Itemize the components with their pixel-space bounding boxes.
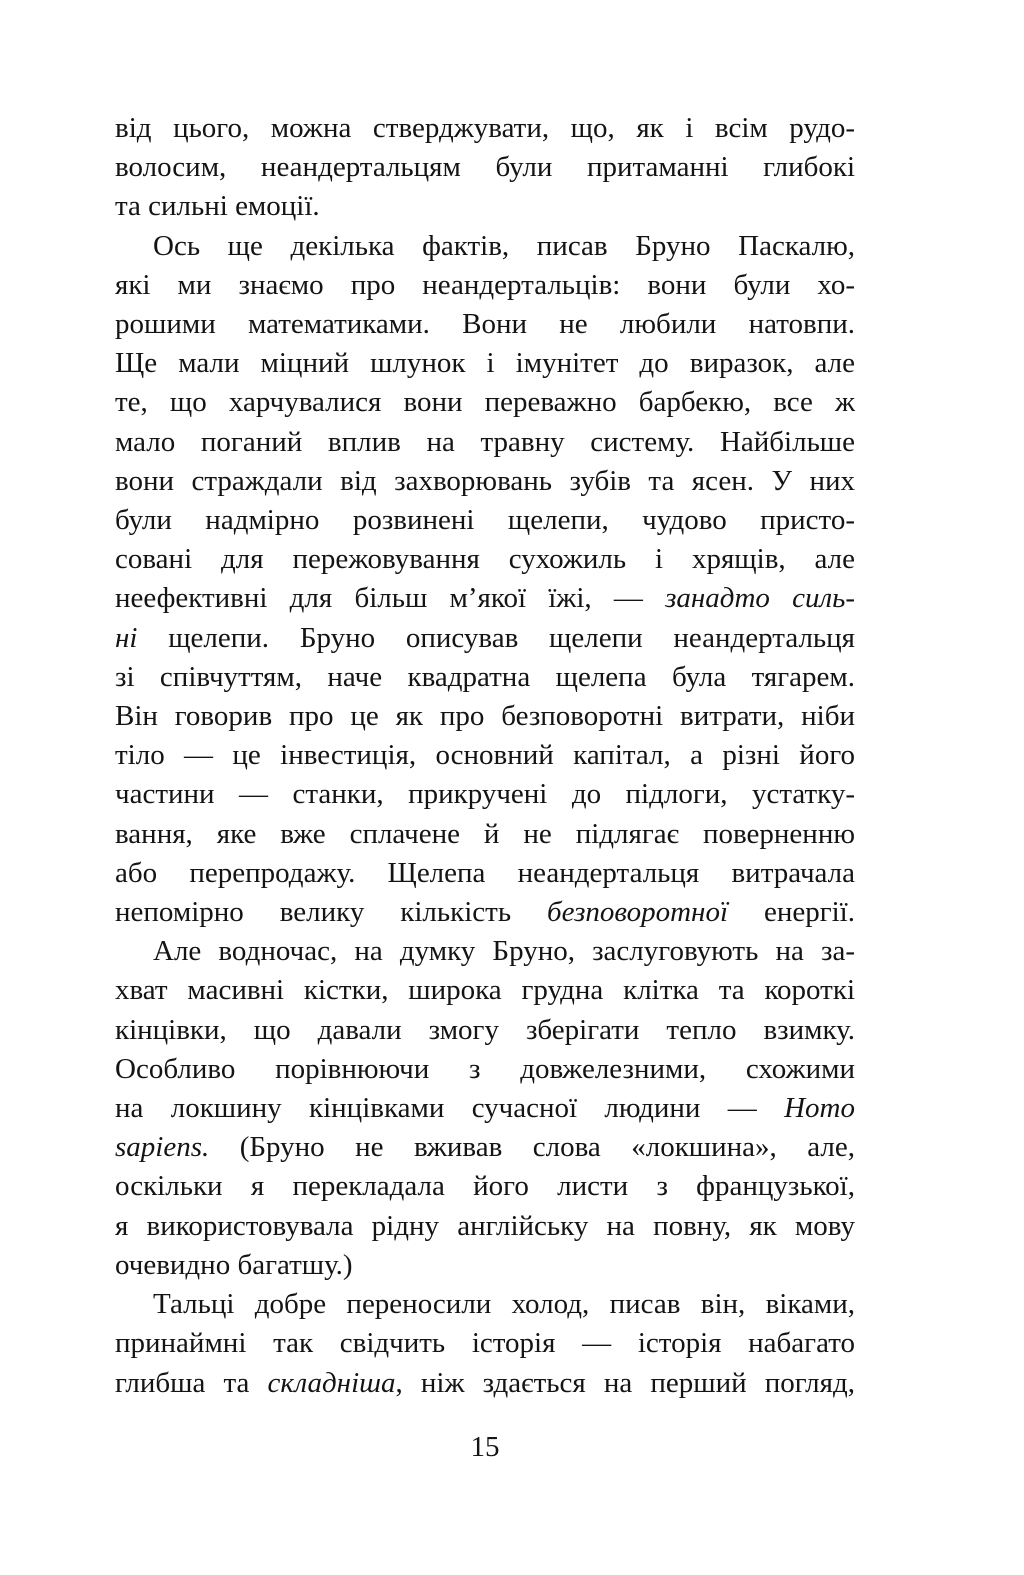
text-line — [115, 736, 855, 775]
paragraph — [115, 1285, 855, 1403]
text-line — [115, 148, 855, 187]
body-text: неефективні для більш м’якої їжі, — — [115, 582, 666, 615]
body-text: вання, яке вже сплачене й не підлягає поверненню — [115, 817, 855, 850]
page-text-block — [115, 109, 855, 1403]
text-line — [115, 932, 855, 971]
text-line — [115, 266, 855, 305]
body-text: совані для пережовування сухожиль і хрящів, але — [115, 543, 855, 576]
text-line — [115, 383, 855, 422]
text-line — [115, 1050, 855, 1089]
text-line — [115, 619, 855, 658]
body-text: зі співчуттям, наче квадратна щелепа була тягарем. — [115, 660, 855, 693]
body-text: Ще мали міцний шлунок і імунітет до виразок, але — [115, 347, 855, 380]
body-text: на локшину кінцівками сучасної людини — — [115, 1092, 785, 1125]
body-text: принаймні так свідчить історія — історія набагато — [115, 1327, 855, 1360]
emphasized-text: занадто силь- — [665, 582, 855, 615]
emphasized-text: sapiens. — [115, 1131, 210, 1164]
body-text: очевидно багатшу.) — [115, 1248, 353, 1281]
body-text: хват масивні кістки, широка грудна клітка та короткі — [115, 974, 855, 1007]
text-line — [115, 893, 855, 932]
text-line — [115, 501, 855, 540]
body-text: щелепи. Бруно описував щелепи неандертальця — [137, 621, 855, 654]
text-line — [115, 423, 855, 462]
text-line — [115, 1285, 855, 1324]
body-text: частини — станки, прикручені до підлоги, устатку- — [115, 778, 855, 811]
body-text: глибша та — [115, 1366, 268, 1399]
text-line — [115, 579, 855, 618]
body-text: тіло — це інвестиція, основний капітал, а різні його — [115, 739, 855, 772]
text-line — [115, 1128, 855, 1167]
text-line — [115, 1167, 855, 1206]
text-line — [115, 1011, 855, 1050]
text-line — [115, 540, 855, 579]
text-line — [115, 344, 855, 383]
text-line — [115, 1324, 855, 1363]
text-line — [115, 815, 855, 854]
paragraph — [115, 227, 855, 933]
text-line — [115, 109, 855, 148]
body-text: були надмірно розвинені щелепи, чудово присто- — [115, 504, 855, 537]
body-text: вони страждали від захворювань зубів та ясен. У них — [115, 464, 855, 497]
page-number: 15 — [470, 1431, 500, 1463]
paragraph — [115, 932, 855, 1285]
body-text: Він говорив про це як про безповоротні витрати, ніби — [115, 700, 855, 733]
paragraph — [115, 109, 855, 227]
body-text: кінцівки, що давали змогу зберігати тепло взимку. — [115, 1013, 855, 1046]
text-line — [115, 187, 855, 226]
text-line — [115, 305, 855, 344]
emphasized-text: безповоротної — [547, 896, 728, 929]
text-line — [115, 1089, 855, 1128]
body-text: та сильні емоції. — [115, 190, 320, 223]
text-line — [115, 854, 855, 893]
body-text: я використовувала рідну англійську на повну, як мову — [115, 1209, 855, 1242]
body-text: Але водночас, на думку Бруно, заслуговують на за- — [153, 935, 855, 968]
body-text: Особливо порівнюючи з довжелезними, схожими — [115, 1052, 855, 1085]
body-text: те, що харчувалися вони переважно барбекю, все ж — [115, 386, 855, 419]
text-line — [115, 697, 855, 736]
body-text: енергії. — [728, 896, 855, 929]
body-text: (Бруно не вживав слова «локшина», але, — [209, 1131, 855, 1164]
emphasized-text: Homo — [784, 1092, 855, 1125]
body-text: рошими математиками. Вони не любили натовпи. — [115, 308, 855, 341]
body-text: мало поганий вплив на травну систему. Найбільше — [115, 425, 855, 458]
body-text: непомірно велику кількість — [115, 896, 548, 929]
emphasized-text: складніша — [267, 1366, 396, 1399]
body-text: , ніж здається на перший погляд, — [395, 1366, 855, 1399]
body-text: Ось ще декілька фактів, писав Бруно Паскалю, — [153, 229, 855, 262]
text-line — [115, 227, 855, 266]
emphasized-text: ні — [115, 621, 138, 654]
text-line — [115, 1207, 855, 1246]
body-text: які ми знаємо про неандертальців: вони були хо- — [115, 268, 855, 301]
body-text: від цього, можна стверджувати, що, як і всім рудо- — [115, 112, 855, 144]
text-line — [115, 775, 855, 814]
text-line — [115, 1364, 855, 1403]
text-line — [115, 658, 855, 697]
body-text: Тальці добре переносили холод, писав він, віками, — [153, 1288, 855, 1321]
body-text: оскільки я перекладала його листи з французької, — [115, 1170, 855, 1203]
text-line — [115, 462, 855, 501]
body-text: волосим, неандертальцям були притаманні глибокі — [115, 151, 855, 184]
text-line — [115, 1246, 855, 1285]
text-line — [115, 971, 855, 1010]
body-text: або перепродажу. Щелепа неандертальця витрачала — [115, 856, 855, 889]
